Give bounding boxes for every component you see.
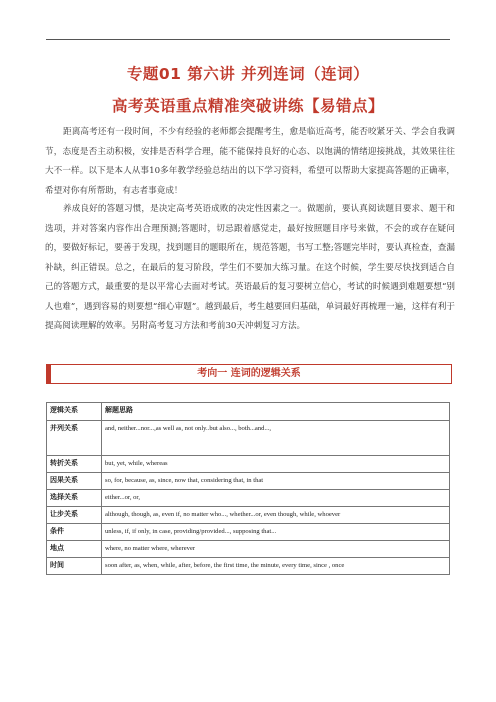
section-heading-bar [46, 364, 452, 384]
table-header-row [47, 403, 450, 421]
table-row [47, 541, 450, 558]
table-row-value: unless, if, if only, in case, providing/provided..., supposing that... [102, 524, 450, 541]
table-row-value: where, no matter where, wherever [102, 541, 450, 558]
intro-paragraph-1: 距离高考还有一段时间，不少有经验的老师都会提醒考生，愈是临近高考，能否咬紧牙关、学会自我调节，态度是否主动积极，安排是否科学合理，能不能保持良好的心态、以饱满的情绪迎接挑战，其效果往往大不一样。以下是本人从事10多年教学经验总结出的以下学习资料，希望可以帮助大家提高答题的正确率，希望对你有所帮助，有志者事竟成！ [45, 127, 455, 196]
table-row-value: although, though, as, even if, no matter who..., whether...or, even though, while, whoever [102, 507, 450, 524]
page-title: 专题01 第六讲 并列连词（连词） [126, 65, 370, 83]
table-row-key: 转折关系 [47, 456, 102, 473]
table-row [47, 490, 450, 507]
intro-paragraph-2: 养成良好的答题习惯，是决定高考英语成败的决定性因素之一。做题前，要认真阅读题目要求、题干和选项，并对答案内容作出合理预测;答题时，切忌跟着感觉走，最好按照题目序号来做，不会的或存在疑问的，要做好标记，要善于发现，找到题目的题眼所在，规范答题，书写工整;答题完毕时，要认真检查，查漏补缺，纠正错误。总之，在最后的复习阶段，学生们不要加大练习量。在这个时候，学生要尽快找到适合自己的答题方式，最重要的是以平常心去面对考试。英语最后的复习要树立信心，考试的时候遇到难题要想“别人也难”，遇到容易的则要想“细心审题”。越到最后，考生越要回归基础，单词最好再梳理一遍，这样有利于提高阅读理解的效率。另附高考复习方法和考前30天冲刺复习方法。 [45, 204, 455, 331]
table-row [47, 456, 450, 473]
top-rule [46, 39, 450, 40]
section-heading-label: 考向一 连词的逻辑关系 [197, 368, 301, 379]
table-row [47, 507, 450, 524]
table-row-key: 并列关系 [47, 421, 102, 456]
table-header-key: 逻辑关系 [47, 403, 102, 421]
table-row-key: 条件 [47, 524, 102, 541]
table-row [47, 421, 450, 456]
table-row [47, 473, 450, 490]
table-row-value: and, neither...nor...,as well as, not only..but also..., both...and..., [102, 421, 450, 456]
conjunction-logic-table [46, 402, 450, 575]
table-row-value: but, yet, while, whereas [102, 456, 450, 473]
table-header-value: 解题思路 [102, 403, 450, 421]
table-row-value: either...or, or, [102, 490, 450, 507]
table-row-key: 时间 [47, 558, 102, 575]
table-row-value: so, for, because, as, since, now that, considering that, in that [102, 473, 450, 490]
table-row-value: soon after, as, when, while, after, before, the first time, the minute, every time, since , once [102, 558, 450, 575]
table-row-key: 因果关系 [47, 473, 102, 490]
table-row-key: 地点 [47, 541, 102, 558]
page-subtitle: 高考英语重点精准突破讲练【易错点】 [111, 97, 384, 115]
table-row [47, 524, 450, 541]
table-row [47, 558, 450, 575]
table-row-key: 让步关系 [47, 507, 102, 524]
table-row-key: 选择关系 [47, 490, 102, 507]
